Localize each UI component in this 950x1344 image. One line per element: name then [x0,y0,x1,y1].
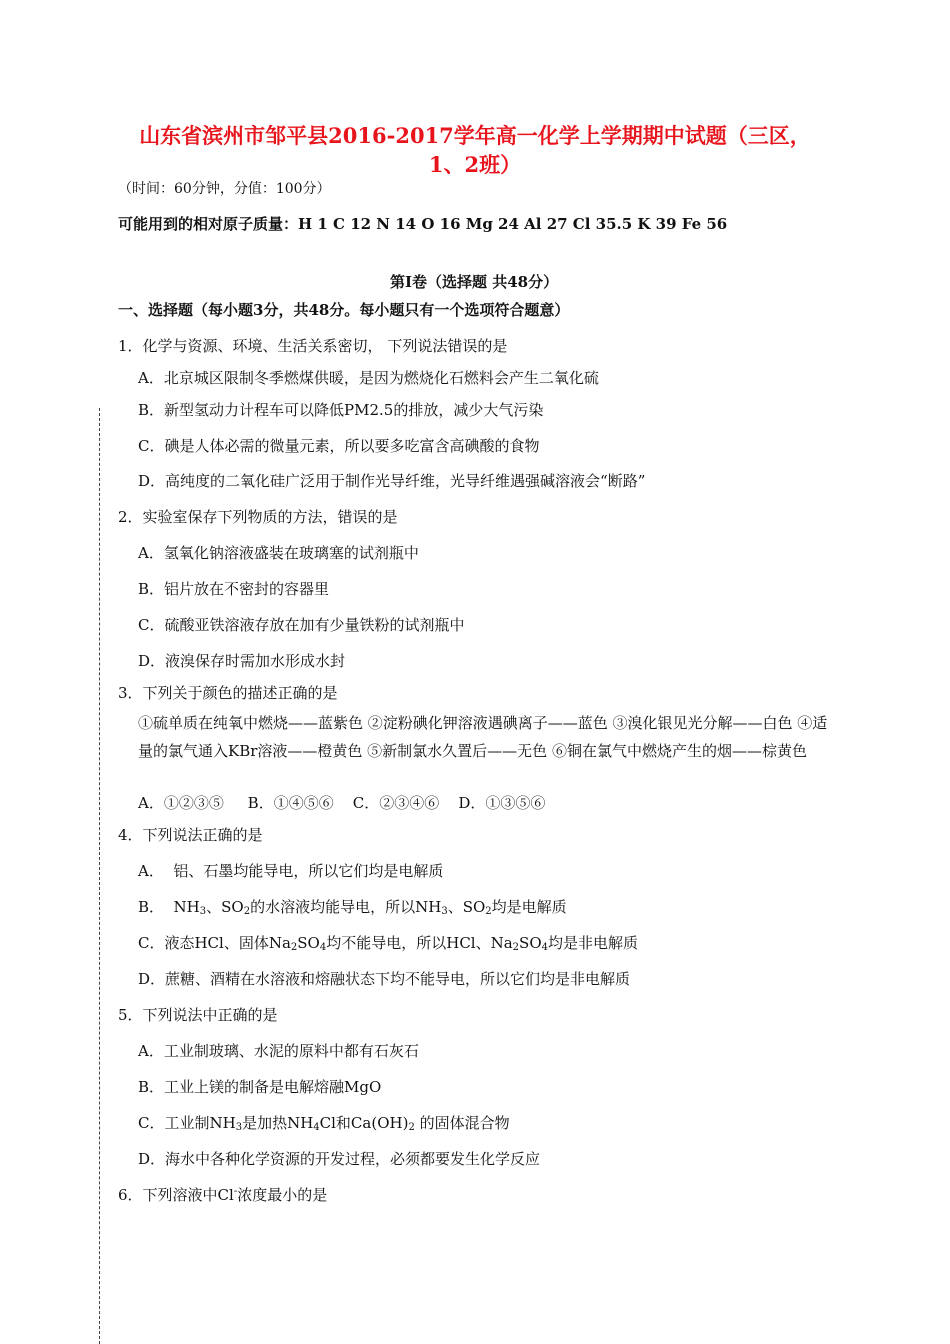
question-2-option-b: B．铝片放在不密封的容器里 [138,580,330,598]
question-5-option-d: D．海水中各种化学资源的开发过程，必须都要发生化学反应 [138,1150,541,1168]
question-4-option-a: A． 铝、石墨均能导电，所以它们均是电解质 [138,862,444,880]
document-title-line1: 山东省滨州市邹平县2016-2017学年高一化学上学期期中试题（三区， [139,123,811,148]
question-1-option-c: C．碘是人体必需的微量元素，所以要多吃富含高碘酸的食物 [138,437,540,455]
question-2-option-a: A．氢氧化钠溶液盛装在玻璃塞的试剂瓶中 [138,544,419,562]
question-1-option-a: A．北京城区限制冬季燃煤供暖，是因为燃烧化石燃料会产生二氧化硫 [138,369,599,387]
question-5-option-a: A．工业制玻璃、水泥的原料中都有石灰石 [138,1042,419,1060]
question-3-stem: 3．下列关于颜色的描述正确的是 [118,684,338,702]
question-4-option-d: D．蔗糖、酒精在水溶液和熔融状态下均不能导电，所以它们均是非电解质 [138,970,631,988]
question-5-option-c: C．工业制$NH_3$是加热$NH_4Cl$和$Ca(OH)_2$ 的固体混合物 [138,1114,510,1133]
question-2-option-c: C．硫酸亚铁溶液存放在加有少量铁粉的试剂瓶中 [138,616,465,634]
question-1-stem: 1．化学与资源、环境、生活关系密切， 下列说法错误的是 [118,337,508,355]
part-header: 一、选择题（每小题3分，共48分。每小题只有一个选项符合题意） [118,301,570,319]
question-4-option-c: C．液态HCl、固体$Na_2SO_4$均不能导电，所以HCl、$Na_2SO_4$均是非电解质 [138,934,639,953]
question-4-option-b: B． $NH_3$、$SO_2$的水溶液均能导电，所以$NH_3$、$SO_2$均是电解质 [138,898,567,917]
question-5-stem: 5．下列说法中正确的是 [118,1006,278,1024]
exam-meta: （时间：60分钟，分值：100分） [118,181,331,197]
binding-dashed-line [99,408,100,1344]
question-1-option-b: B．新型氢动力计程车可以降低PM2.5的排放，减少大气污染 [138,401,544,419]
question-3-options: A．①②③⑤ B．①④⑤⑥ C．②③④⑥ D．①③⑤⑥ [138,794,546,812]
atomic-masses: 可能用到的相对原子质量：H 1 C 12 N 14 O 16 Mg 24 Al 27 Cl 35.5 K 39 Fe 56 [118,215,728,233]
question-4-stem: 4．下列说法正确的是 [118,826,263,844]
question-1-option-d: D．高纯度的二氧化硅广泛用于制作光导纤维，光导纤维遇强碱溶液会“断路” [138,472,646,490]
section-header: 第Ⅰ卷（选择题 共48分） [390,273,559,291]
question-5-option-b: B．工业上镁的制备是电解熔融MgO [138,1078,382,1096]
question-2-option-d: D．液溴保存时需加水形成水封 [138,652,346,670]
question-3-body: ①硫单质在纯氧中燃烧——蓝紫色 ②淀粉碘化钾溶液遇碘离子——蓝色 ③溴化银见光分解——白色 ④适量的氯气通入KBr溶液——橙黄色 ⑤新制氯水久置后——无色 ⑥铜在氯气中燃烧产生的烟——棕黄色 [138,714,828,760]
document-title-line2: 1、2班） [428,152,522,177]
question-2-stem: 2．实验室保存下列物质的方法，错误的是 [118,508,398,526]
question-6-stem: 6．下列溶液中Cl-浓度最小的是 [118,1186,328,1204]
